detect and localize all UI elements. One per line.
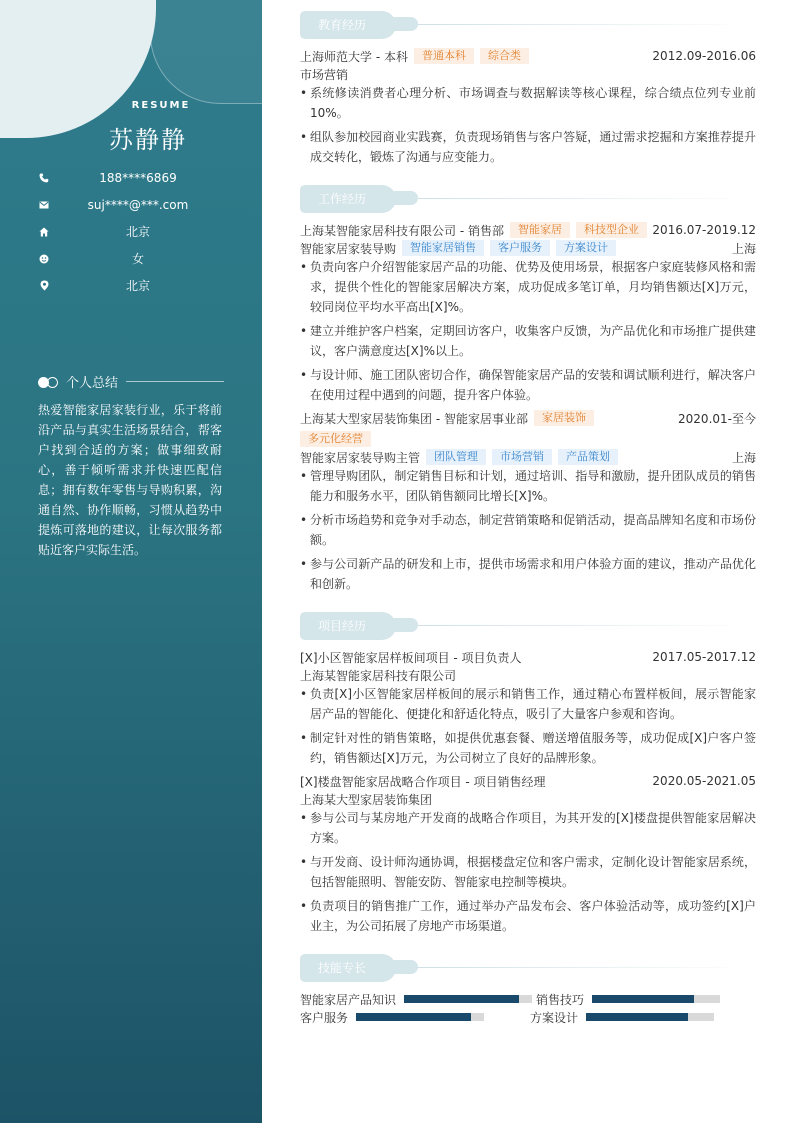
position-tag: 智能家居销售 bbox=[402, 240, 484, 256]
phone-icon bbox=[38, 172, 50, 184]
company-tag: 家居装饰 bbox=[534, 410, 594, 426]
major: 市场营销 bbox=[300, 68, 349, 82]
skill-bar bbox=[592, 995, 720, 1003]
contact-phone bbox=[38, 164, 228, 191]
position: 智能家居家装导购主管 bbox=[300, 450, 421, 465]
project-date: 2017.05-2017.12 bbox=[652, 650, 756, 664]
skill-name: 客户服务 bbox=[300, 1010, 349, 1025]
job-bullet: • 管理导购团队，制定销售目标和计划，通过培训、指导和激励，提升团队成员的销售能力和服务水平，团队销售额同比增长[X]%。 bbox=[300, 466, 756, 506]
email-value: suj****@***.com bbox=[87, 197, 189, 212]
job-bullet: • 参与公司新产品的研发和上市，提供市场需求和用户体验方面的建议，推动产品优化和创新。 bbox=[300, 554, 756, 594]
job-city: 上海 bbox=[731, 241, 756, 256]
contact-list bbox=[38, 164, 228, 299]
sidebar bbox=[0, 0, 262, 1123]
mail-icon bbox=[38, 199, 50, 211]
location-pin-icon bbox=[38, 280, 50, 292]
home-value: 北京 bbox=[125, 225, 150, 239]
skill-bar bbox=[586, 1013, 714, 1021]
summary-title: 个人总结 bbox=[66, 376, 119, 391]
section-title: 教育经历 bbox=[300, 11, 396, 39]
contact-location bbox=[38, 272, 228, 299]
company-tag: 智能家居 bbox=[510, 222, 570, 238]
section-heading-skills bbox=[300, 954, 756, 984]
home-icon bbox=[38, 226, 50, 238]
job-city: 上海 bbox=[731, 450, 756, 465]
contact-home bbox=[38, 218, 228, 245]
position-tag: 客户服务 bbox=[490, 240, 550, 256]
candidate-name: 苏静静 bbox=[109, 126, 187, 154]
skill-bar bbox=[356, 1013, 484, 1021]
job-bullet: • 负责向客户介绍智能家居产品的功能、优势及使用场景，根据客户家庭装修风格和需求，提供个性化的智能家居解决方案，成功促成多笔订单，月均销售额达[X]万元，较同岗位平均水平高出[X]%。 bbox=[300, 257, 756, 317]
project-header bbox=[300, 648, 756, 666]
resume-label: RESUME bbox=[131, 100, 191, 111]
project-bullet: • 与开发商、设计师沟通协调，根据楼盘定位和客户需求，定制化设计智能家居系统，包括智能照明、智能安防、智能家电控制等模块。 bbox=[300, 852, 756, 892]
project-org: 上海某大型家居装饰集团 bbox=[300, 793, 433, 807]
skill-bar-fill bbox=[586, 1013, 688, 1021]
project-bullet: • 负责项目的销售推广工作，通过举办产品发布会、客户体验活动等，成功签约[X]户业主，为公司拓展了房地产市场渠道。 bbox=[300, 896, 756, 936]
job-date: 2020.01-至今 bbox=[678, 411, 756, 426]
divider bbox=[126, 381, 224, 382]
company-name: 上海某智能家居科技有限公司 - 销售部 bbox=[300, 223, 504, 238]
school-tag: 综合类 bbox=[480, 48, 529, 64]
contact-gender bbox=[38, 245, 228, 272]
position-tag: 方案设计 bbox=[556, 240, 616, 256]
education-bullet: • 组队参加校园商业实践赛，负责现场销售与客户答疑，通过需求挖掘和方案推荐提升成交转化，锻炼了沟通与应变能力。 bbox=[300, 127, 756, 167]
job-position-row bbox=[300, 239, 756, 257]
project-bullet: • 参与公司与某房地产开发商的战略合作项目，为其开发的[X]楼盘提供智能家居解决方案。 bbox=[300, 808, 756, 848]
section-title: 项目经历 bbox=[300, 612, 396, 640]
skill-name: 智能家居产品知识 bbox=[300, 992, 397, 1007]
project-bullet: • 负责[X]小区智能家居样板间的展示和销售工作，通过精心布置样板间，展示智能家居产品的智能化、便捷化和舒适化特点，吸引了大量客户参观和咨询。 bbox=[300, 684, 756, 724]
company-tag: 多元化经营 bbox=[300, 431, 371, 447]
gender-icon bbox=[38, 253, 50, 265]
dots-icon bbox=[38, 376, 58, 388]
project-date: 2020.05-2021.05 bbox=[652, 774, 756, 788]
project-header bbox=[300, 772, 756, 790]
education-date: 2012.09-2016.06 bbox=[652, 49, 756, 63]
education-bullet: • 系统修读消费者心理分析、市场调查与数据解读等核心课程，综合绩点位列专业前10%。 bbox=[300, 83, 756, 123]
job-position-row bbox=[300, 448, 756, 466]
skill-bar-fill bbox=[404, 995, 519, 1003]
project-org: 上海某智能家居科技有限公司 bbox=[300, 669, 457, 683]
job-bullet: • 分析市场趋势和竞争对手动态，制定营销策略和促销活动，提高品牌知名度和市场份额。 bbox=[300, 510, 756, 550]
summary-text: 热爱智能家居家装行业，乐于将前沿产品与真实生活场景结合，帮客户找到合适的方案；做事细致耐心，善于倾听需求并快速匹配信息；拥有数年零售与导购积累，沟通自然、协作顺畅，习惯从趋势中提炼可落地的建议，让每次服务都贴近客户实际生活。 bbox=[38, 403, 222, 557]
skill-item bbox=[300, 991, 532, 1007]
summary-heading bbox=[38, 372, 224, 391]
education-header bbox=[300, 47, 756, 65]
job-header bbox=[300, 221, 756, 239]
skill-item bbox=[530, 1009, 714, 1025]
position: 智能家居家装导购 bbox=[300, 241, 397, 256]
company-tag: 科技型企业 bbox=[576, 222, 647, 238]
skill-item bbox=[536, 991, 720, 1007]
company-tag-row bbox=[300, 430, 371, 448]
position-tag: 市场营销 bbox=[492, 449, 552, 465]
school-name: 上海师范大学 - 本科 bbox=[300, 49, 408, 64]
position-tag: 团队管理 bbox=[426, 449, 486, 465]
decorative-shape bbox=[150, 0, 262, 104]
company-name: 上海某大型家居装饰集团 - 智能家居事业部 bbox=[300, 411, 528, 426]
skill-bar bbox=[404, 995, 532, 1003]
decorative-circle bbox=[0, 0, 156, 138]
skill-bar-fill bbox=[592, 995, 694, 1003]
project-name: [X]小区智能家居样板间项目 - 项目负责人 bbox=[300, 650, 522, 665]
job-bullet: • 与设计师、施工团队密切合作，确保智能家居产品的安装和调试顺利进行，解决客户在使用过程中遇到的问题，提升客户体验。 bbox=[300, 365, 756, 405]
skill-item bbox=[300, 1009, 484, 1025]
section-heading-education bbox=[300, 11, 756, 41]
job-header bbox=[300, 409, 756, 427]
section-title: 工作经历 bbox=[300, 185, 396, 213]
job-date: 2016.07-2019.12 bbox=[652, 223, 756, 237]
job-bullet: • 建立并维护客户档案，定期回访客户，收集客户反馈，为产品优化和市场推广提供建议，客户满意度达[X]%以上。 bbox=[300, 321, 756, 361]
gender-value: 女 bbox=[131, 252, 144, 266]
project-name: [X]楼盘智能家居战略合作项目 - 项目销售经理 bbox=[300, 774, 546, 789]
section-heading-projects bbox=[300, 612, 756, 642]
skill-name: 方案设计 bbox=[530, 1010, 579, 1025]
skill-name: 销售技巧 bbox=[536, 992, 585, 1007]
school-tag: 普通本科 bbox=[414, 48, 474, 64]
section-title: 技能专长 bbox=[300, 954, 396, 982]
phone-value: 188****6869 bbox=[99, 170, 177, 185]
section-heading-work bbox=[300, 185, 756, 215]
location-value: 北京 bbox=[125, 279, 150, 293]
skill-bar-fill bbox=[356, 1013, 471, 1021]
contact-email bbox=[38, 191, 228, 218]
position-tag: 产品策划 bbox=[558, 449, 618, 465]
project-bullet: • 制定针对性的销售策略，如提供优惠套餐、赠送增值服务等，成功促成[X]户客户签约，销售额达[X]万元，为公司树立了良好的品牌形象。 bbox=[300, 728, 756, 768]
